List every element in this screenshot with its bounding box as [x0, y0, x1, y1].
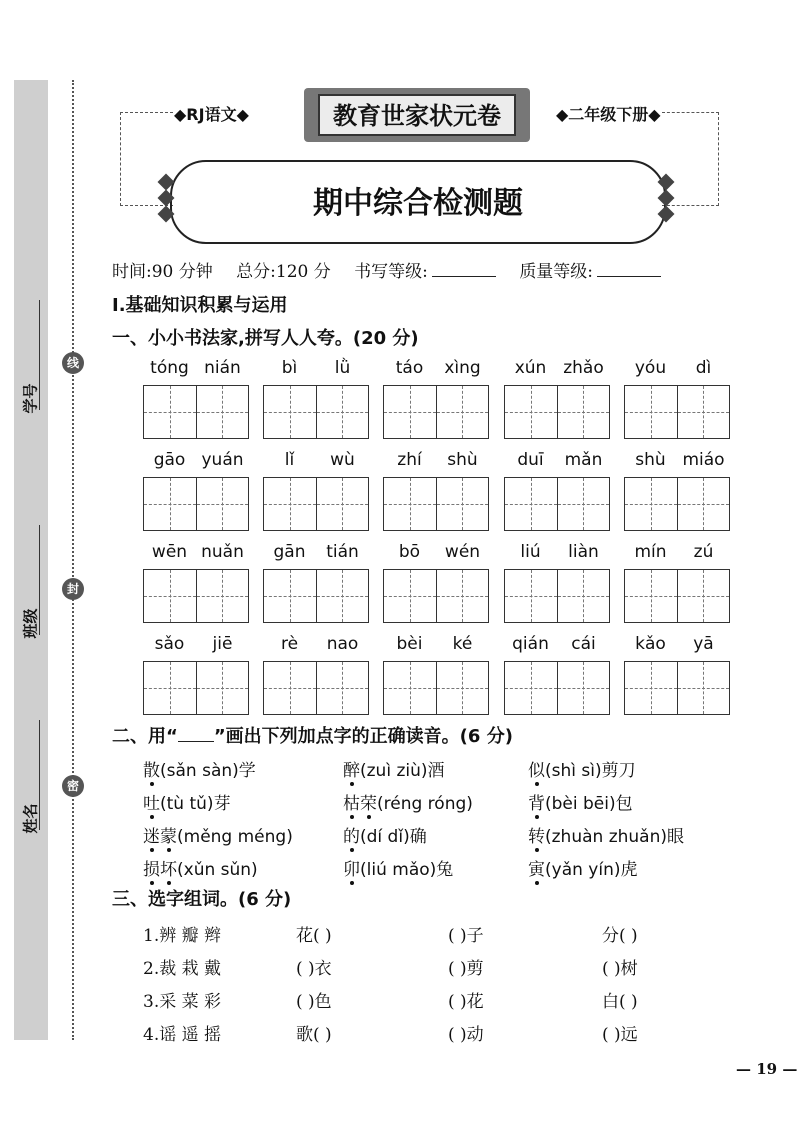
pinyin	[504, 542, 610, 564]
writing-box[interactable]	[263, 569, 369, 623]
char-box[interactable]	[264, 570, 316, 622]
series-title: 教育世家状元卷	[318, 94, 516, 136]
student-no-label: 学号	[21, 383, 40, 414]
binding-strip	[14, 80, 48, 1040]
writing-box[interactable]	[263, 385, 369, 439]
word-blank[interactable]: 分( )	[602, 926, 638, 946]
reading-item	[143, 789, 231, 814]
writing-box[interactable]	[143, 385, 249, 439]
marked-char: 枯荣	[343, 794, 377, 814]
pinyin	[143, 450, 249, 472]
pinyin-options[interactable]: (liú mǎo)	[360, 860, 437, 880]
char-options: 1.辨 瓣 辫	[143, 926, 222, 946]
pinyin-syllable: kǎo	[635, 634, 666, 654]
pinyin-options[interactable]: (dí dǐ)	[360, 827, 410, 847]
char-box[interactable]	[144, 478, 196, 530]
mark-line-icon: 线	[62, 352, 84, 374]
writing-box[interactable]	[383, 569, 489, 623]
char-box[interactable]	[677, 570, 730, 622]
reading-item	[528, 822, 684, 847]
pinyin	[504, 358, 610, 380]
char-options: 2.裁 栽 戴	[143, 959, 222, 979]
char-box[interactable]	[144, 570, 196, 622]
pinyin-syllable: jiē	[212, 634, 233, 654]
char-box[interactable]	[625, 386, 677, 438]
word-blank[interactable]: ( )花	[448, 992, 484, 1012]
char-box[interactable]	[144, 662, 196, 714]
pinyin-options[interactable]: (zhuàn zhuǎn)	[545, 827, 667, 847]
writing-box[interactable]	[263, 477, 369, 531]
class-label: 班级	[21, 608, 40, 639]
word-blank[interactable]: 歌( )	[296, 1025, 332, 1045]
pinyin-syllable: wēn	[151, 542, 188, 562]
char-box[interactable]	[505, 662, 557, 714]
pinyin-syllable: yā	[693, 634, 714, 654]
writing-box[interactable]	[143, 569, 249, 623]
pinyin-syllable: zhǎo	[563, 358, 604, 378]
pinyin	[263, 450, 369, 472]
pinyin-options[interactable]: (réng róng)	[377, 794, 473, 814]
pinyin	[143, 634, 249, 656]
writing-box[interactable]	[263, 661, 369, 715]
char-box[interactable]	[505, 386, 557, 438]
writing-box[interactable]	[624, 569, 730, 623]
pinyin-syllable: cái	[571, 634, 596, 654]
writing-box[interactable]	[624, 661, 730, 715]
cut-line	[72, 80, 74, 1040]
marked-char: 损坏	[143, 860, 177, 880]
marked-char: 寅	[528, 860, 545, 880]
reading-item	[343, 756, 445, 781]
char-options: 3.采 菜 彩	[143, 992, 222, 1012]
reading-item	[343, 789, 473, 814]
grade-tag: ◆二年级下册◆	[556, 105, 661, 124]
marked-char: 散	[143, 761, 160, 781]
pinyin-syllable: táo	[395, 358, 424, 378]
word-rest: 剪刀	[601, 761, 636, 781]
series-scroll	[304, 88, 530, 142]
word-blank[interactable]: ( )子	[448, 926, 484, 946]
pinyin	[263, 634, 369, 656]
pinyin-syllable: tián	[326, 542, 359, 562]
writing-grade: 书写等级:	[354, 262, 496, 282]
pinyin-options[interactable]: (xǔn sǔn)	[177, 860, 258, 880]
reading-item	[528, 855, 637, 880]
writing-box[interactable]	[504, 661, 610, 715]
mark-seal-icon: 封	[62, 578, 84, 600]
student-no-field	[10, 340, 54, 460]
pinyin-syllable: wù	[330, 450, 355, 470]
pinyin	[624, 634, 730, 656]
pinyin	[624, 542, 730, 564]
pinyin-syllable: shù	[447, 450, 478, 470]
pinyin-options[interactable]: (shì sì)	[545, 761, 602, 781]
pinyin-syllable: xún	[514, 358, 547, 378]
pinyin-syllable: liàn	[568, 542, 599, 562]
char-box[interactable]	[264, 478, 316, 530]
q2-title: 二、用“ ”画出下列加点字的正确读音。(6 分)	[112, 726, 513, 747]
pinyin	[504, 634, 610, 656]
mark-secret-icon: 密	[62, 775, 84, 797]
pinyin-syllable: qián	[512, 634, 549, 654]
char-box[interactable]	[557, 662, 610, 714]
char-box[interactable]	[436, 662, 489, 714]
char-box[interactable]	[625, 570, 677, 622]
pinyin-syllable: xìng	[444, 358, 481, 378]
char-box[interactable]	[436, 386, 489, 438]
char-box[interactable]	[505, 570, 557, 622]
marked-char: 背	[528, 794, 545, 814]
score-info: 总分:120 分	[236, 262, 331, 282]
char-box[interactable]	[625, 478, 677, 530]
pinyin	[263, 542, 369, 564]
pinyin	[624, 358, 730, 380]
char-box[interactable]	[316, 386, 369, 438]
quality-grade: 质量等级:	[519, 262, 661, 282]
word-rest: 兔	[436, 860, 454, 880]
reading-item	[143, 822, 293, 847]
word-blank[interactable]: ( )树	[602, 959, 638, 979]
marked-char: 卯	[343, 860, 360, 880]
pinyin-syllable: lǜ	[334, 358, 351, 378]
pinyin-syllable: ké	[452, 634, 473, 654]
word-blank[interactable]: 白( )	[602, 992, 638, 1012]
pinyin	[143, 542, 249, 564]
pinyin-syllable: nuǎn	[201, 542, 244, 562]
marked-char: 的	[343, 827, 360, 847]
reading-item	[343, 855, 453, 880]
reading-item	[143, 756, 256, 781]
pinyin-syllable: yuán	[201, 450, 244, 470]
reading-item	[528, 789, 633, 814]
char-box[interactable]	[557, 570, 610, 622]
word-rest: 确	[409, 827, 427, 847]
subject-tag: ◆RJ语文◆	[174, 105, 249, 124]
writing-box[interactable]	[383, 385, 489, 439]
part-heading: Ⅰ.基础知识积累与运用	[112, 295, 288, 316]
char-box[interactable]	[505, 478, 557, 530]
word-blank[interactable]: 花( )	[296, 926, 332, 946]
page-title: 期中综合检测题	[313, 186, 523, 221]
writing-box[interactable]	[624, 385, 730, 439]
pinyin-syllable: bì	[281, 358, 298, 378]
class-field	[10, 565, 54, 685]
char-box[interactable]	[384, 570, 436, 622]
q1-title: 一、小小书法家,拼写人人夸。(20 分)	[112, 328, 419, 349]
pinyin	[383, 450, 489, 472]
exam-info	[112, 257, 679, 282]
char-box[interactable]	[677, 478, 730, 530]
pinyin-syllable: shù	[635, 450, 666, 470]
pinyin-syllable: rè	[280, 634, 299, 654]
writing-box[interactable]	[383, 661, 489, 715]
word-rest: 眼	[667, 827, 684, 847]
marked-char: 转	[528, 827, 545, 847]
char-box[interactable]	[316, 570, 369, 622]
reading-item	[528, 756, 636, 781]
pinyin-options[interactable]: (zuì ziù)	[360, 761, 428, 781]
word-blank[interactable]: ( )剪	[448, 959, 484, 979]
char-box[interactable]	[384, 662, 436, 714]
pinyin	[624, 450, 730, 472]
quality-blank[interactable]	[597, 262, 661, 277]
char-box[interactable]	[677, 386, 730, 438]
char-box[interactable]	[384, 386, 436, 438]
char-box[interactable]	[144, 386, 196, 438]
word-rest: 酒	[427, 761, 445, 781]
writing-box[interactable]	[504, 569, 610, 623]
char-options: 4.谣 遥 摇	[143, 1025, 222, 1045]
writing-blank[interactable]	[432, 262, 496, 277]
pinyin	[504, 450, 610, 472]
char-box[interactable]	[436, 570, 489, 622]
marked-char: 迷蒙	[143, 827, 177, 847]
char-box[interactable]	[264, 386, 316, 438]
marked-char: 醉	[343, 761, 360, 781]
word-blank[interactable]: ( )动	[448, 1025, 484, 1045]
pinyin-syllable: mǎn	[564, 450, 603, 470]
word-rest: 虎	[620, 860, 638, 880]
char-box[interactable]	[677, 662, 730, 714]
char-box[interactable]	[436, 478, 489, 530]
char-box[interactable]	[384, 478, 436, 530]
pinyin-syllable: lǐ	[284, 450, 295, 470]
pinyin-options[interactable]: (tù tǔ)	[160, 794, 214, 814]
pinyin-syllable: mín	[634, 542, 667, 562]
pinyin-syllable: liú	[520, 542, 541, 562]
reading-item	[343, 822, 427, 847]
char-box[interactable]	[196, 662, 249, 714]
pinyin-options[interactable]: (yǎn yín)	[545, 860, 621, 880]
q3-title: 三、选字组词。(6 分)	[112, 889, 292, 910]
word-blank[interactable]: ( )色	[296, 992, 332, 1012]
char-box[interactable]	[196, 386, 249, 438]
pinyin-syllable: duī	[517, 450, 544, 470]
writing-box[interactable]	[504, 385, 610, 439]
pinyin-syllable: zhí	[397, 450, 422, 470]
reading-item	[143, 855, 258, 880]
pinyin-syllable: gān	[273, 542, 306, 562]
pinyin-syllable: sǎo	[154, 634, 185, 654]
writing-box[interactable]	[624, 477, 730, 531]
pinyin-syllable: bèi	[396, 634, 423, 654]
char-box[interactable]	[316, 662, 369, 714]
char-box[interactable]	[625, 662, 677, 714]
writing-box[interactable]	[143, 661, 249, 715]
pinyin-syllable: wén	[444, 542, 481, 562]
pinyin-syllable: miáo	[682, 450, 725, 470]
word-rest: 包	[615, 794, 633, 814]
pinyin-syllable: nao	[326, 634, 359, 654]
pinyin	[383, 634, 489, 656]
title-banner	[170, 160, 666, 244]
marked-char: 似	[528, 761, 545, 781]
word-rest: 学	[238, 761, 256, 781]
pinyin	[383, 358, 489, 380]
char-box[interactable]	[196, 478, 249, 530]
pinyin-syllable: dì	[695, 358, 712, 378]
marked-char: 吐	[143, 794, 160, 814]
char-box[interactable]	[196, 570, 249, 622]
char-box[interactable]	[316, 478, 369, 530]
name-label: 姓名	[21, 803, 40, 834]
char-box[interactable]	[557, 386, 610, 438]
pinyin	[143, 358, 249, 380]
pinyin-syllable: gāo	[153, 450, 186, 470]
writing-box[interactable]	[504, 477, 610, 531]
pinyin-syllable: tóng	[150, 358, 189, 378]
char-box[interactable]	[264, 662, 316, 714]
pinyin-syllable: zú	[693, 542, 714, 562]
pinyin	[383, 542, 489, 564]
pinyin-options[interactable]: (měng méng)	[177, 827, 293, 847]
right-bracket	[662, 112, 719, 206]
pinyin	[263, 358, 369, 380]
writing-box[interactable]	[143, 477, 249, 531]
pinyin-options[interactable]: (sǎn sàn)	[160, 761, 239, 781]
writing-box[interactable]	[383, 477, 489, 531]
name-field	[10, 760, 54, 880]
time-info: 时间:90 分钟	[112, 262, 213, 282]
word-blank[interactable]: ( )远	[602, 1025, 638, 1045]
page-number: — 19 —	[736, 1060, 798, 1078]
word-blank[interactable]: ( )衣	[296, 959, 332, 979]
pinyin-syllable: yóu	[634, 358, 667, 378]
pinyin-syllable: bō	[398, 542, 421, 562]
word-rest: 芽	[213, 794, 231, 814]
char-box[interactable]	[557, 478, 610, 530]
pinyin-syllable: nián	[204, 358, 241, 378]
pinyin-options[interactable]: (bèi bēi)	[545, 794, 616, 814]
